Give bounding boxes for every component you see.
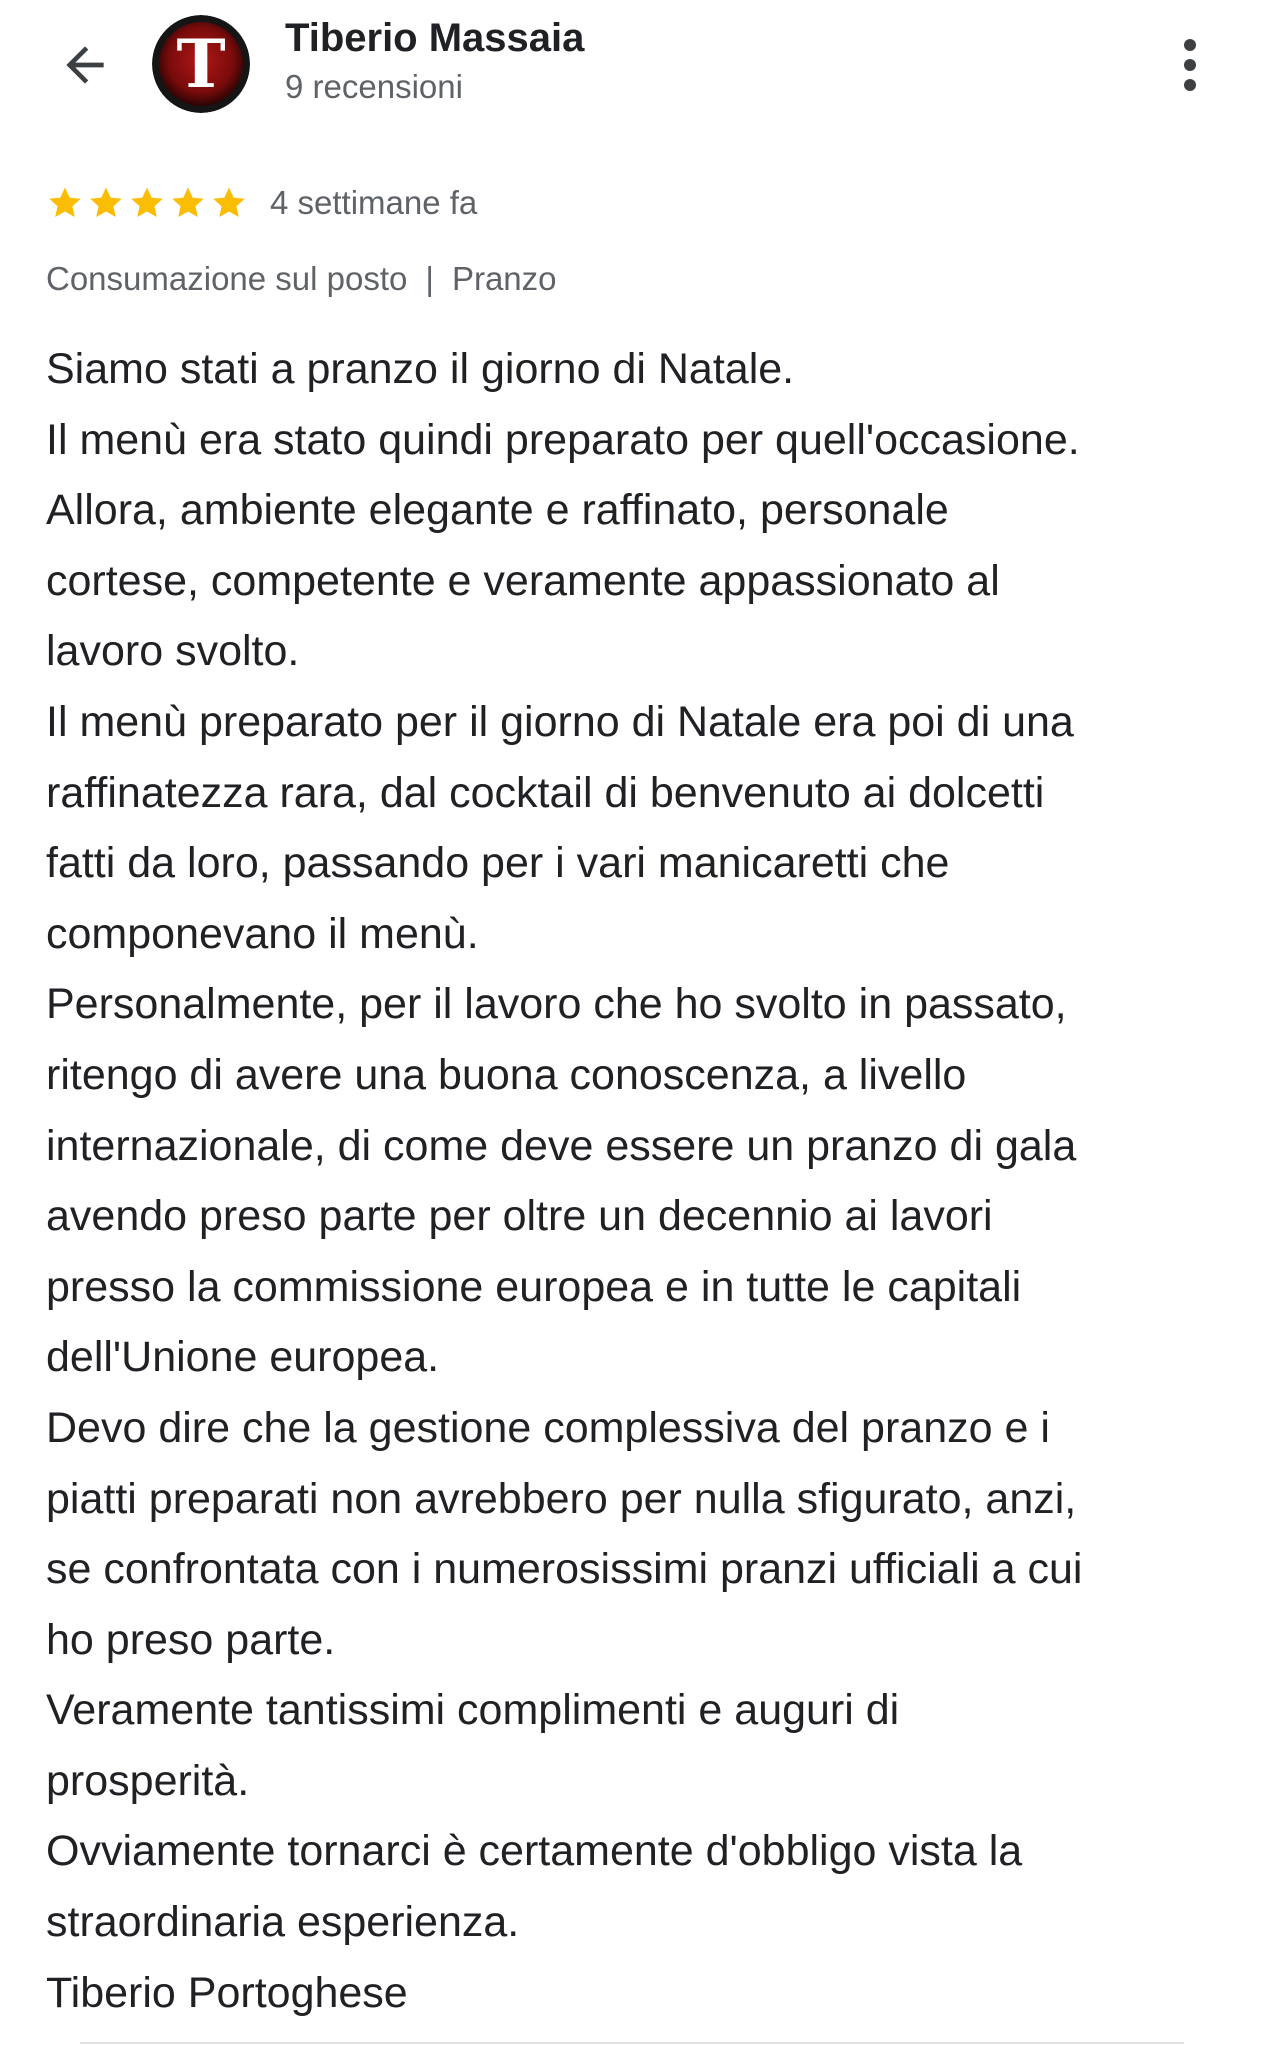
review-text-line: fatti da loro, passando per i vari manicaretti che xyxy=(46,839,950,888)
review-text-line: avendo preso parte per oltre un decennio ai lavori xyxy=(46,1192,993,1241)
review-text-line: straordinaria esperienza. xyxy=(46,1898,520,1947)
review-text-line: Personalmente, per il lavoro che ho svolto in passato, xyxy=(46,980,1067,1029)
review-text-line: internazionale, di come deve essere un pranzo di gala xyxy=(46,1121,1077,1170)
review-count: 9 recensioni xyxy=(285,68,463,105)
review-meta xyxy=(46,260,557,298)
more-vert-icon xyxy=(1180,37,1200,93)
meal-type: Pranzo xyxy=(451,260,557,297)
star-icon xyxy=(46,184,84,222)
review-text-line: se confrontata con i numerosissimi pranzi ufficiali a cui xyxy=(46,1545,1083,1594)
star-icon xyxy=(210,184,248,222)
review-text-line: Siamo stati a pranzo il giorno di Natale. xyxy=(46,345,795,393)
review-text-line: Veramente tantissimi complimenti e auguri di xyxy=(46,1686,900,1735)
review-text-line: Allora, ambiente elegante e raffinato, personale xyxy=(46,486,949,535)
star-icon xyxy=(169,184,207,222)
review-text-line: ritengo di avere una buona conoscenza, a livello xyxy=(46,1050,967,1099)
service-type: Consumazione sul posto xyxy=(46,260,408,297)
star-rating xyxy=(46,184,248,222)
review-text-line: Il menù era stato quindi preparato per quell'occasione. xyxy=(46,415,1080,464)
more-options-button[interactable] xyxy=(1160,30,1220,100)
reviewer-avatar[interactable] xyxy=(152,15,250,113)
review-text-line: Ovviamente tornarci è certamente d'obbligo vista la xyxy=(46,1827,1023,1876)
review-text-line: piatti preparati non avrebbero per nulla sfigurato, anzi, xyxy=(46,1474,1077,1523)
review-time: 4 settimane fa xyxy=(270,184,478,221)
meta-separator: | xyxy=(425,260,434,297)
star-icon xyxy=(87,184,125,222)
arrow-left-icon xyxy=(57,37,113,93)
avatar-logo xyxy=(152,15,250,113)
avatar-letter: T xyxy=(176,25,226,103)
review-text-line: cortese, competente e veramente appassionato al xyxy=(46,556,1000,605)
app-header xyxy=(0,0,1264,130)
review-text-line: Tiberio Portoghese xyxy=(46,1968,408,2017)
review-text-line: Il menù preparato per il giorno di Natale era poi di una xyxy=(46,697,1074,746)
review-text xyxy=(46,334,1236,2028)
review-text-line: raffinatezza rara, dal cocktail di benvenuto ai dolcetti xyxy=(46,768,1045,817)
review-text-line: dell'Unione europea. xyxy=(46,1333,440,1382)
review-text-line: componevano il menù. xyxy=(46,909,479,958)
review-text-line: Devo dire che la gestione complessiva del pranzo e i xyxy=(46,1403,1050,1452)
review-text-line: lavoro svolto. xyxy=(46,627,300,676)
star-icon xyxy=(128,184,166,222)
back-button[interactable] xyxy=(40,30,130,100)
review-text-line: ho preso parte. xyxy=(46,1615,336,1664)
review-text-line: prosperità. xyxy=(46,1756,250,1805)
divider xyxy=(80,2042,1184,2044)
review-text-line: presso la commissione europea e in tutte le capitali xyxy=(46,1262,1022,1311)
reviewer-name[interactable]: Tiberio Massaia xyxy=(285,16,585,60)
rating-row xyxy=(46,178,477,228)
